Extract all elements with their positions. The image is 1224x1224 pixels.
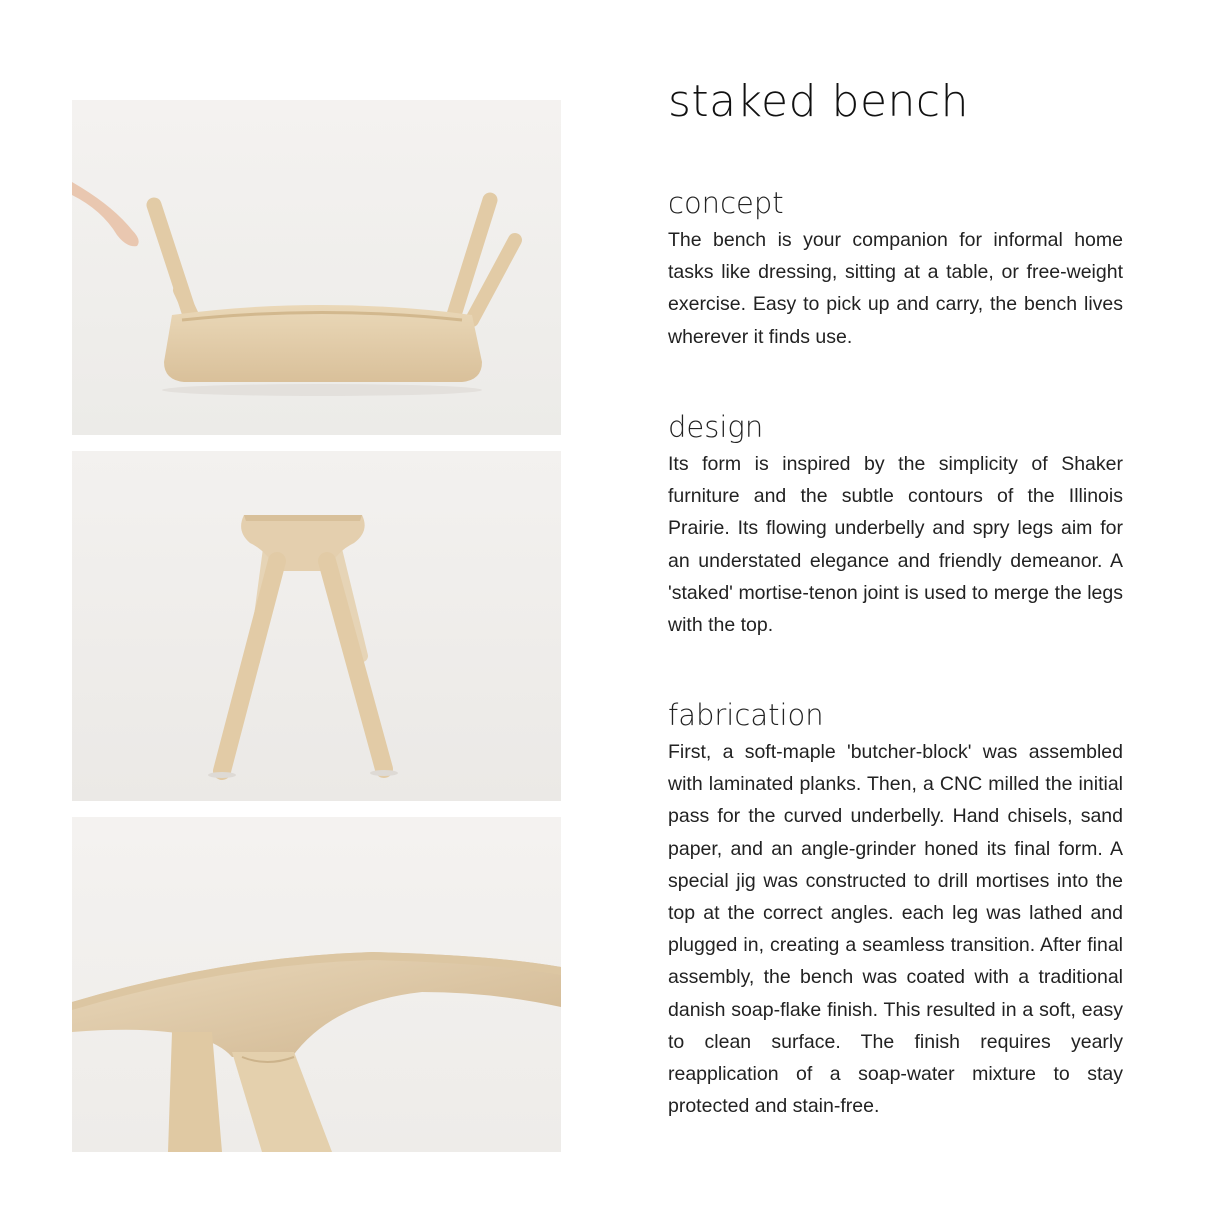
design-section [668, 410, 1123, 641]
fabrication-heading: fabrication [668, 698, 824, 732]
bench-upside-down-illustration [72, 100, 561, 435]
design-heading: design [668, 410, 764, 444]
bench-end-view-illustration [72, 451, 561, 801]
concept-section [668, 186, 1123, 353]
fabrication-body: First, a soft-maple 'butcher-block' was assembled with laminated planks. Then, a CNC milled the initial pass for the curved underbelly. Hand chisels, sand paper, and an angle-grinder honed its final form. A special jig was constructed to drill mortises into the top at the correct angles. each leg was lathed and plugged in, creating a seamless transition. After final assembly, the bench was coated with a traditional danish soap-flake finish. This resulted in a soft, easy to clean surface. The finish requires yearly reapplication of a soap-water mixture to stay protected and stain-free. [668, 741, 1123, 1118]
concept-body: The bench is your companion for informal home tasks like dressing, sitting at a table, or free-weight exercise. Easy to pick up and carry, the bench lives wherever it finds use. [668, 229, 1123, 348]
concept-heading: concept [668, 186, 784, 220]
bench-joint-detail-photo [72, 817, 561, 1152]
bench-end-view-photo [72, 451, 561, 801]
design-body: Its form is inspired by the simplicity of Shaker furniture and the subtle contours of the Illinois Prairie. Its flowing underbelly and spry legs aim for an understated elegance and friendly demeanor. A 'staked' mortise-tenon joint is used to merge the legs with the top. [668, 453, 1123, 637]
fabrication-section [668, 698, 1123, 1122]
bench-upside-down-photo [72, 100, 561, 435]
page-title: staked bench [668, 76, 970, 127]
bench-joint-detail-illustration [72, 817, 561, 1152]
